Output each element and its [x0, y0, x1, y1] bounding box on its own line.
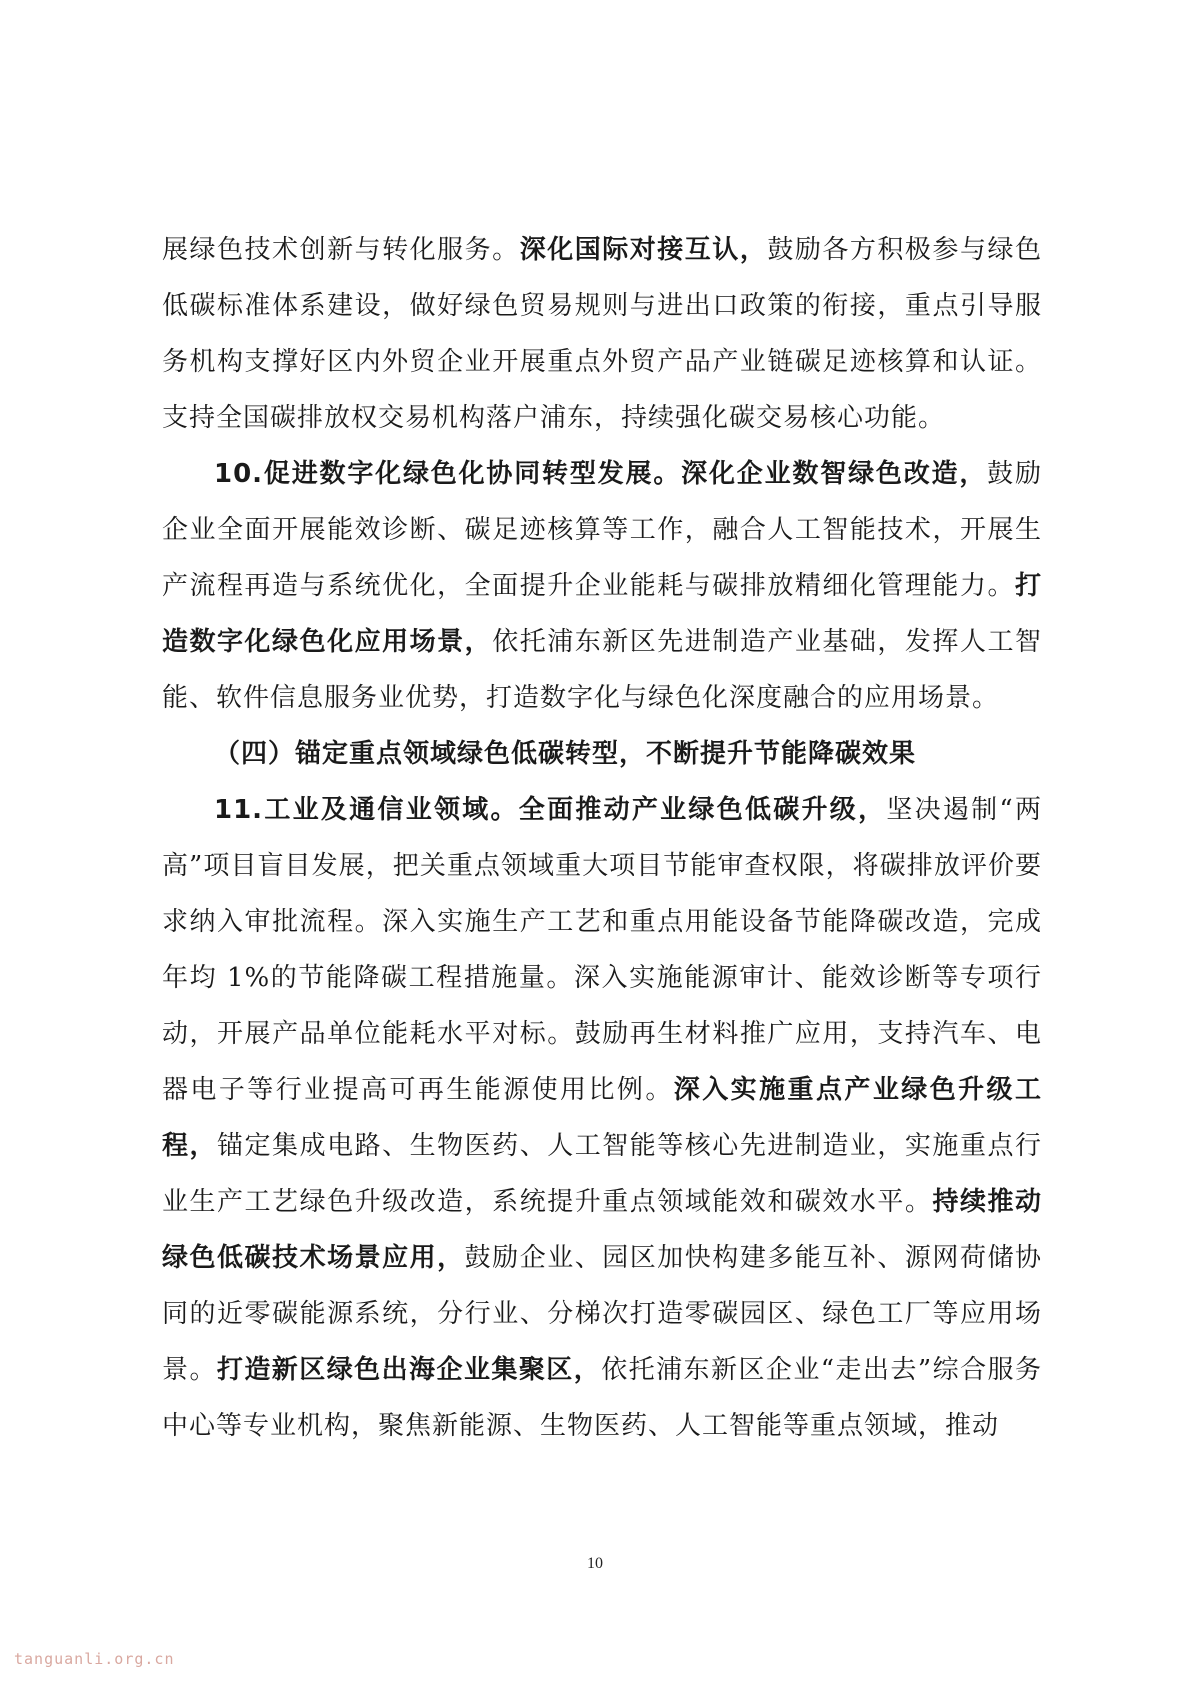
bold-run: 深化国际对接互认，: [519, 235, 768, 265]
section-item-title: 10.促进数字化绿色化协同转型发展。: [214, 459, 682, 489]
watermark-text: tanguanli.org.cn: [14, 1650, 175, 1668]
text-run: 锚定集成电路、生物医药、人工智能等核心先进制造业，实施重点行业生产工艺绿色升级改造，系统提升重点领域能效和碳效水平。: [162, 1131, 1042, 1217]
text-run: 坚决遏制“两高”项目盲目发展，把关重点领域重大项目节能审查权限，将碳排放评价要求纳入审批流程。深入实施生产工艺和重点用能设备节能降碳改造，完成年均 1%的节能降碳工程措施量。深入实施能源审计、能效诊断等专项行动，开展产品单位能耗水平对标。鼓励再生材料推广应用，支持汽车、电器电子等行业提高可再生能源使用比例。: [162, 795, 1042, 1105]
bold-run: 全面推动产业绿色低碳升级，: [518, 795, 887, 825]
bold-run: 持续推动绿色低碳技术场景应用，: [162, 1187, 1042, 1273]
bold-run: 打造数字化绿色化应用场景，: [162, 571, 1042, 657]
document-body: [162, 222, 1042, 1454]
bold-run: 打造新区绿色出海企业集聚区，: [216, 1355, 602, 1385]
text-run: 依托浦东新区企业“走出去”综合服务中心等专业机构，聚焦新能源、生物医药、人工智能等重点领域，推动: [162, 1355, 1042, 1441]
paragraph-2: [162, 446, 1042, 726]
text-run: 鼓励企业全面开展能效诊断、碳足迹核算等工作，融合人工智能技术，开展生产流程再造与系统优化，全面提升企业能耗与碳排放精细化管理能力。: [162, 459, 1042, 601]
page-number: 10: [587, 1555, 603, 1572]
bold-run: 深入实施重点产业绿色升级工程，: [162, 1075, 1042, 1161]
section-heading: [162, 726, 1042, 782]
text-run: 展绿色技术创新与转化服务。: [162, 235, 520, 265]
section-item-title: 11.工业及通信业领域。: [214, 795, 519, 825]
text-run: 鼓励各方积极参与绿色低碳标准体系建设，做好绿色贸易规则与进出口政策的衔接，重点引导服务机构支撑好区内外贸企业开展重点外贸产品产业链碳足迹核算和认证。支持全国碳排放权交易机构落户浦东，持续强化碳交易核心功能。: [162, 235, 1042, 433]
heading-text: （四）锚定重点领域绿色低碳转型，不断提升节能降碳效果: [214, 739, 917, 769]
paragraph-3: [162, 782, 1042, 1454]
paragraph-1: [162, 222, 1042, 446]
bold-run: 深化企业数智绿色改造，: [681, 459, 988, 489]
text-run: 鼓励企业、园区加快构建多能互补、源网荷储协同的近零碳能源系统，分行业、分梯次打造零碳园区、绿色工厂等应用场景。: [162, 1243, 1042, 1385]
text-run: 依托浦东新区先进制造产业基础，发挥人工智能、软件信息服务业优势，打造数字化与绿色化深度融合的应用场景。: [162, 627, 1042, 713]
